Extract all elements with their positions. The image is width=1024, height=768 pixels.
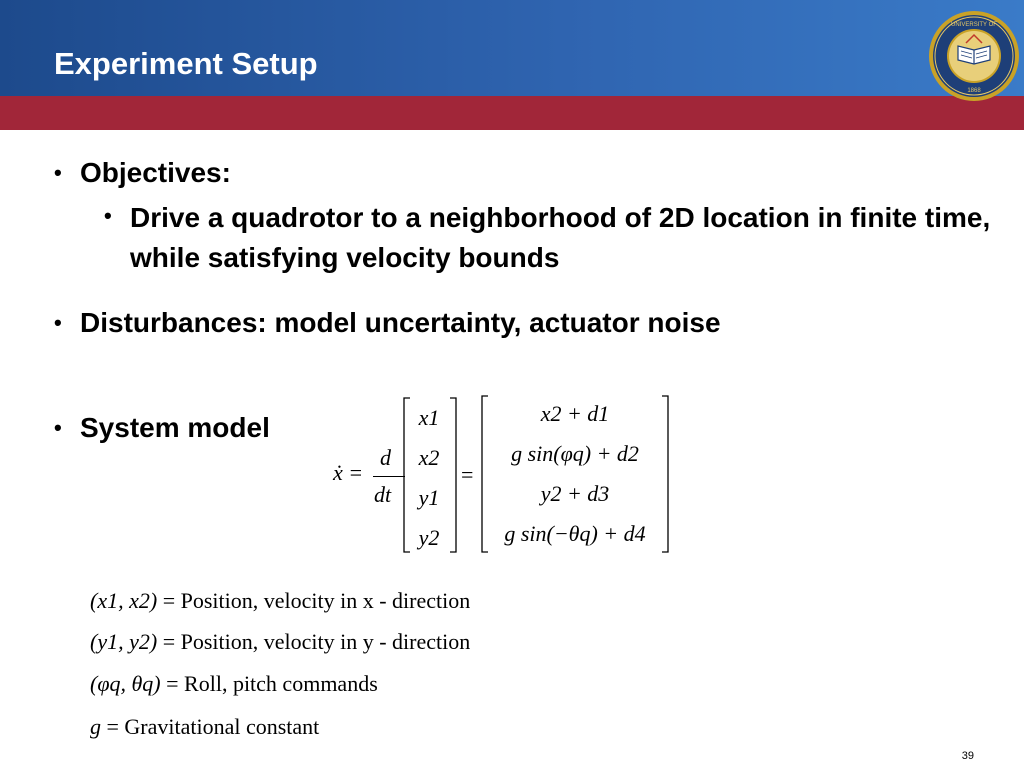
- rhs-row-2: g sin(φq) + d2: [511, 441, 639, 466]
- state-y1: y1: [418, 485, 440, 510]
- state-x2: x2: [418, 445, 440, 470]
- legend-text: = Roll, pitch commands: [166, 671, 378, 696]
- svg-text:1868: 1868: [967, 88, 981, 94]
- legend-text: = Position, velocity in x - direction: [162, 588, 471, 613]
- legend-row: [90, 714, 319, 740]
- legend-symbol: (y1, y2): [90, 629, 158, 654]
- legend-text: = Gravitational constant: [106, 714, 320, 739]
- state-x1: x1: [418, 405, 440, 430]
- bullet-dot: •: [54, 310, 62, 335]
- rhs-row-3: y2 + d3: [540, 481, 610, 506]
- bullet-dot: •: [104, 203, 112, 228]
- legend-row: [90, 629, 470, 655]
- state-vector: [412, 398, 446, 558]
- dynamics-vector: [486, 394, 664, 554]
- bullet-dot: •: [54, 415, 62, 440]
- bullet-objectives: • Objectives:: [54, 155, 231, 191]
- rhs-row-4: g sin(−θq) + d4: [504, 521, 646, 546]
- bullet-system-model: • System model: [54, 410, 270, 446]
- bullet-disturbances: • Disturbances: model uncertainty, actuator noise: [54, 305, 721, 341]
- legend-text: = Position, velocity in y - direction: [162, 629, 471, 654]
- legend-symbol: (φq, θq): [90, 671, 161, 696]
- legend-row: [90, 588, 470, 614]
- bullet-dot: •: [54, 160, 62, 185]
- equation-d: d: [380, 445, 391, 470]
- slide-title: Experiment Setup: [54, 46, 318, 81]
- university-seal-icon: [928, 10, 1020, 102]
- equation-lhs: ẋ =: [333, 460, 364, 485]
- bullet-objective-detail: • Drive a quadrotor to a neighborhood of 2D location in finite time, while satisfying velocity bounds: [104, 198, 1004, 278]
- legend-row: [90, 671, 378, 697]
- state-y2: y2: [418, 525, 440, 550]
- legend-symbol: (x1, x2): [90, 588, 158, 613]
- legend-symbol: g: [90, 714, 101, 739]
- title-accent-band: [0, 96, 1024, 130]
- equation-dt: dt: [374, 482, 392, 507]
- title-bar: [0, 0, 1024, 96]
- page-number: 39: [961, 750, 974, 762]
- equation-equals: =: [461, 462, 474, 487]
- rhs-row-1: x2 + d1: [540, 401, 610, 426]
- svg-text:UNIVERSITY OF: UNIVERSITY OF: [951, 22, 997, 28]
